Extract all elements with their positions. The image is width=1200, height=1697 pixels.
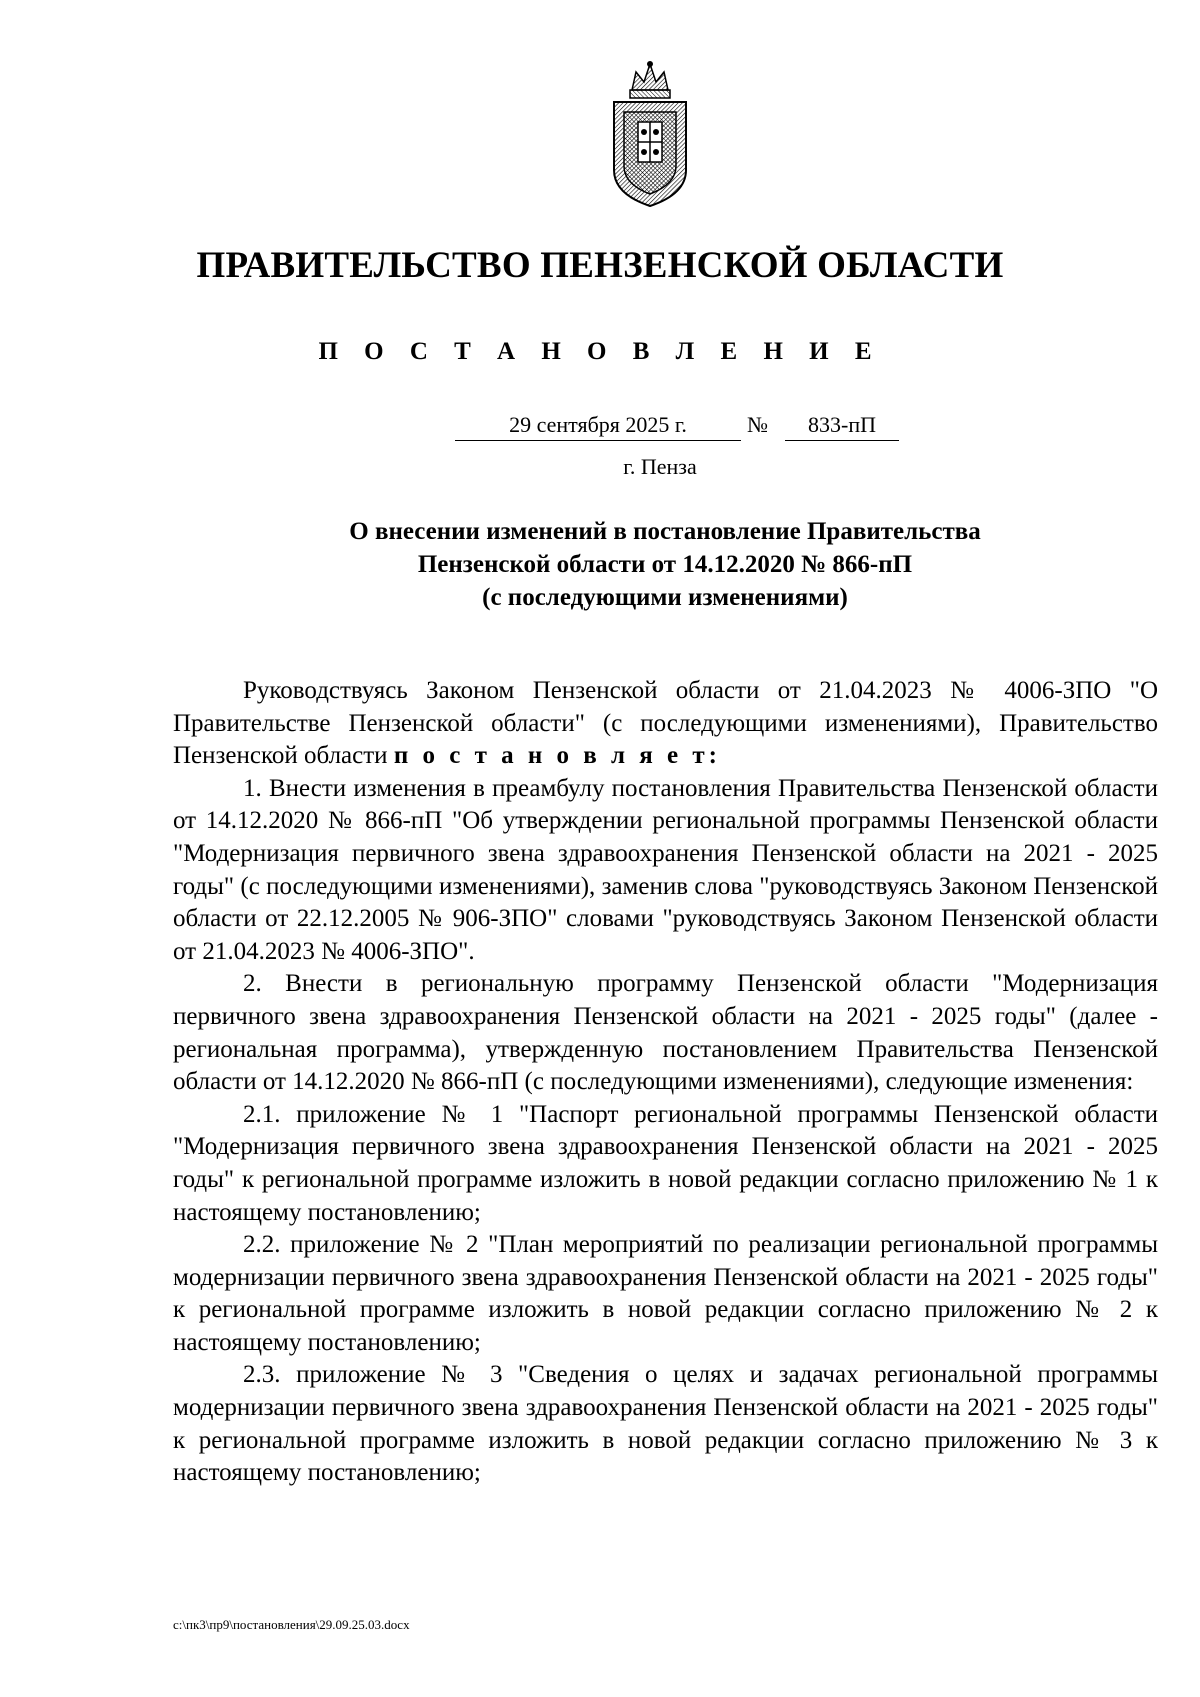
decree-word: п о с т а н о в л я е т:	[393, 742, 722, 770]
preamble-text: Руководствуясь Законом Пензенской области от 21.04.2023 № 4006-ЗПО "О Правительстве Пензенской области" (с последующими изменениями), Правительство Пензенской области	[173, 677, 1158, 770]
subject-line-1: О внесении изменений в постановление Правительства	[349, 518, 981, 545]
organization-title: ПРАВИТЕЛЬСТВО ПЕНЗЕНСКОЙ ОБЛАСТИ	[196, 245, 1004, 286]
paragraph-2-1: 2.1. приложение № 1 "Паспорт региональной программы Пензенской области "Модернизация первичного звена здравоохранения Пензенской области на 2021 - 2025 годы" к региональной программе изложить в новой редакции согласно приложению № 1 к настоящему постановлению;	[173, 1100, 1158, 1226]
document-number: 833-пП	[785, 412, 899, 441]
subject-line-3: (с последующими изменениями)	[482, 584, 848, 611]
coat-of-arms-icon	[606, 60, 694, 210]
document-subject	[170, 515, 1160, 614]
paragraph-2-3: 2.3. приложение № 3 "Сведения о целях и задачах региональной программы модернизации первичного звена здравоохранения Пензенской области на 2021 - 2025 годы" к региональной программе изложить в новой редакции согласно приложению № 3 к настоящему постановлению;	[173, 1361, 1158, 1487]
preamble-paragraph	[173, 675, 1158, 773]
paragraph-2-2: 2.2. приложение № 2 "План мероприятий по реализации региональной программы модернизации первичного звена здравоохранения Пензенской области на 2021 - 2025 годы" к региональной программе изложить в новой редакции согласно приложению № 2 к настоящему постановлению;	[173, 1231, 1158, 1356]
document-type: П О С Т А Н О В Л Е Н И Е	[318, 338, 882, 365]
document-date: 29 сентября 2025 г.	[455, 412, 741, 441]
file-path-footer: c:\пк3\пр9\постановления\29.09.25.03.docx	[173, 1617, 410, 1632]
city: г. Пенза	[623, 454, 697, 479]
paragraph-2: 2. Внести в региональную программу Пензенской области "Модернизация первичного звена здравоохранения Пензенской области на 2021 - 2025 годы" (далее - региональная программа), утвержденную постановлением Правительства Пензенской области от 14.12.2020 № 866-пП (с последующими изменениями), следующие изменения:	[173, 970, 1158, 1096]
date-number-line	[455, 412, 900, 446]
number-sign: №	[747, 412, 768, 437]
paragraph-1: 1. Внести изменения в преамбулу постановления Правительства Пензенской области от 14.12.2020 № 866-пП "Об утверждении региональной программы Пензенской области "Модернизация первичного звена здравоохранения Пензенской области на 2021 - 2025 годы" (с последующими изменениями), заменив слова "руководствуясь Законом Пензенской области от 22.12.2005 № 906-ЗПО" словами "руководствуясь Законом Пензенской области от 21.04.2023 № 4006-ЗПО".	[173, 774, 1158, 965]
document-body	[173, 675, 1158, 1490]
subject-line-2: Пензенской области от 14.12.2020 № 866-пП	[417, 551, 913, 578]
